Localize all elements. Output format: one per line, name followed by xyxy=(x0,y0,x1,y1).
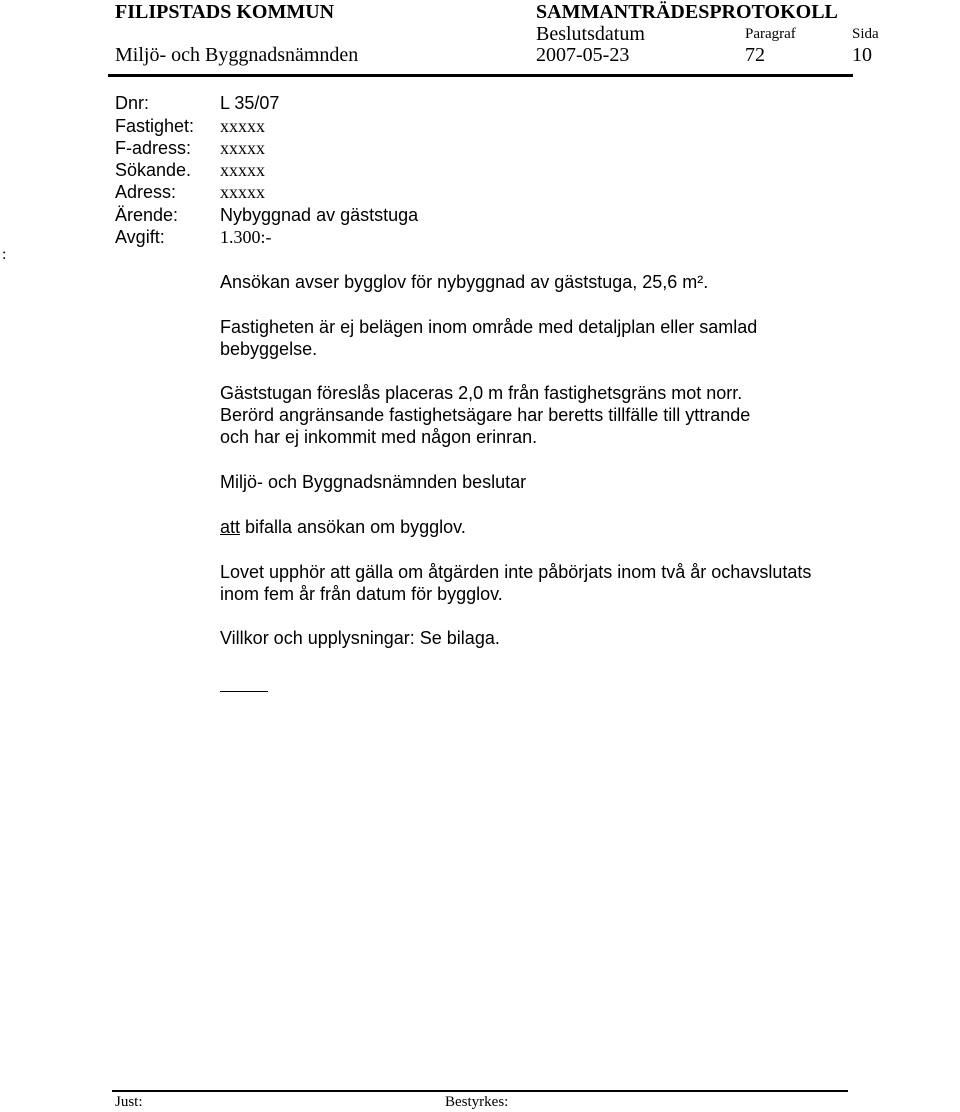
decision-statement xyxy=(220,516,466,538)
paragraph-location xyxy=(220,316,757,360)
just-label: Just: xyxy=(115,1094,143,1110)
paragraph-validity xyxy=(220,561,811,605)
paragraph-placement-line-3: och har ej inkommit med någon erinran. xyxy=(220,427,538,447)
field-label-fastighet: Fastighet: xyxy=(115,116,195,136)
decision-date: 2007-05-23 xyxy=(536,44,630,66)
field-value-fastighet: xxxxx xyxy=(220,116,265,136)
field-label-f-adress: F-adress: xyxy=(115,138,192,158)
paragraph-placement-line-1: Gäststugan föreslås placeras 2,0 m från fastighetsgräns mot norr. xyxy=(220,383,743,403)
field-value-sokande: xxxxx xyxy=(220,160,265,180)
field-value-dnr: L 35/07 xyxy=(220,93,280,113)
footer-rule xyxy=(112,1090,848,1092)
paragraph-location-line-2: bebyggelse. xyxy=(220,339,318,359)
paragraph-application: Ansökan avser bygglov för nybyggnad av gäststuga, 25,6 m². xyxy=(220,272,709,292)
committee-name: Miljö- och Byggnadsnämnden xyxy=(115,44,359,66)
field-value-avgift: 1.300:- xyxy=(220,227,272,247)
decision-att: att xyxy=(220,517,241,537)
field-value-adress: xxxxx xyxy=(220,182,265,202)
end-rule xyxy=(220,691,268,692)
page-number: 10 xyxy=(852,44,872,66)
bestyrkes-label: Bestyrkes: xyxy=(445,1094,509,1110)
paragraph-number: 72 xyxy=(745,44,765,66)
municipality-name: FILIPSTADS KOMMUN xyxy=(115,1,335,23)
field-label-adress: Adress: xyxy=(115,182,177,202)
decision-rest: bifalla ansökan om bygglov. xyxy=(240,517,466,537)
field-label-dnr: Dnr: xyxy=(115,93,150,113)
paragraph-validity-line-1: Lovet upphör att gälla om åtgärden inte påbörjats inom två år ochavslutats xyxy=(220,562,812,582)
paragraph-location-line-1: Fastigheten är ej belägen inom område med detaljplan eller samlad xyxy=(220,317,758,337)
margin-mark: : xyxy=(2,246,7,263)
protocol-title: SAMMANTRÄDESPROTOKOLL xyxy=(536,1,838,23)
paragraph-placement-line-2: Berörd angränsande fastighetsägare har beretts tillfälle till yttrande xyxy=(220,405,751,425)
field-value-arende: Nybyggnad av gäststuga xyxy=(220,205,419,225)
header-rule xyxy=(108,74,853,77)
field-label-sokande: Sökande. xyxy=(115,160,192,180)
paragraph-label: Paragraf xyxy=(745,26,796,42)
field-label-avgift: Avgift: xyxy=(115,227,165,247)
field-value-f-adress: xxxxx xyxy=(220,138,265,158)
decision-date-label: Beslutsdatum xyxy=(536,23,645,45)
paragraph-validity-line-2: inom fem år från datum för bygglov. xyxy=(220,584,503,604)
paragraph-conditions: Villkor och upplysningar: Se bilaga. xyxy=(220,628,500,648)
field-label-arende: Ärende: xyxy=(115,205,179,225)
paragraph-placement xyxy=(220,382,750,448)
page-label: Sida xyxy=(852,26,879,42)
decision-intro: Miljö- och Byggnadsnämnden beslutar xyxy=(220,472,527,492)
